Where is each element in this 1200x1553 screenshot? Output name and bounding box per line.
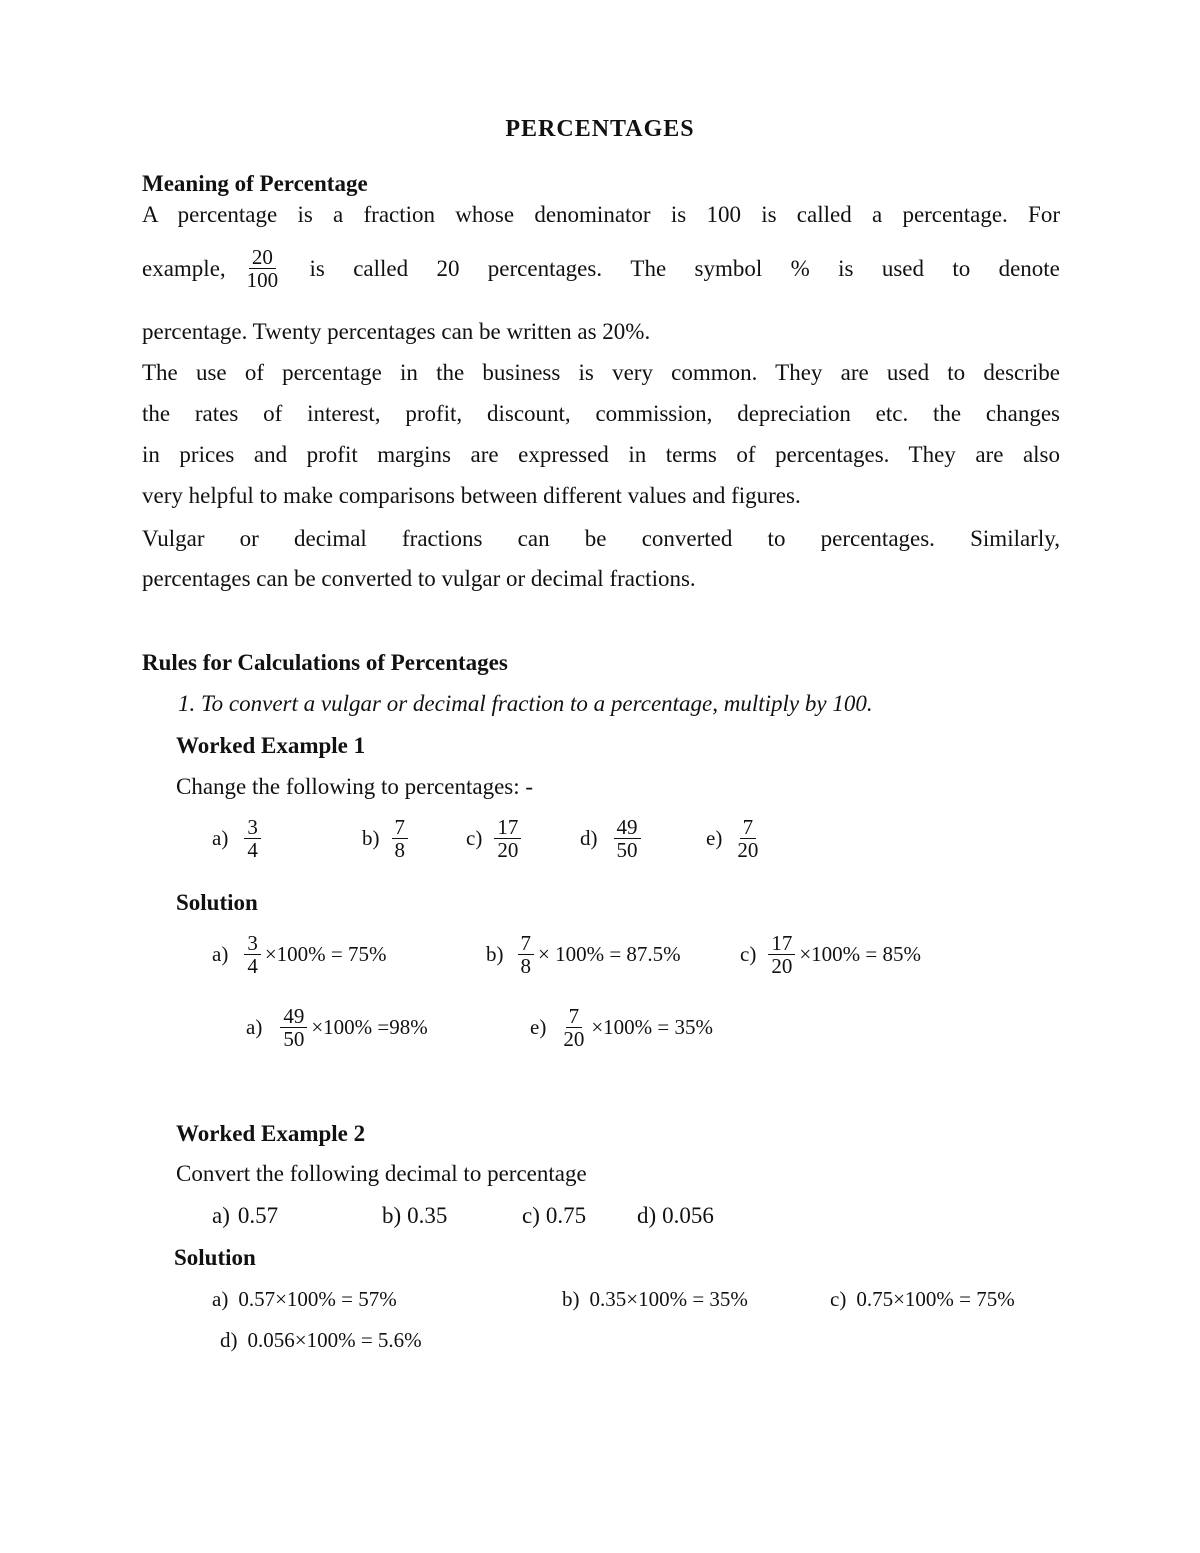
fraction-numerator: 17 <box>494 816 521 839</box>
rule-1: 1. To convert a vulgar or decimal fraction to a percentage, multiply by 100. <box>178 691 873 716</box>
example2-question-c <box>522 1204 586 1227</box>
solution-expression: ×100% =98% <box>311 1015 428 1040</box>
fraction-numerator: 7 <box>740 816 757 839</box>
question-label: b) <box>362 826 380 851</box>
example1-question-b <box>362 816 408 861</box>
solution-fraction <box>560 1005 587 1050</box>
example1-question-d <box>580 816 641 861</box>
question-label: c) <box>466 826 483 851</box>
rules-heading: Rules for Calculations of Percentages <box>142 650 508 675</box>
fraction-numerator: 49 <box>280 1005 307 1028</box>
meaning-line-2-word: is <box>838 256 854 282</box>
solution-label: c) <box>740 942 757 967</box>
solution-label: d) <box>220 1328 238 1352</box>
question-value: 0.57 <box>237 1203 279 1228</box>
meaning-line-2 <box>142 246 1060 291</box>
example1-prompt: Change the following to percentages: - <box>176 774 534 799</box>
example-fraction <box>244 246 282 291</box>
meaning-line-1: A percentage is a fraction whose denominator is 100 is called a percentage. For <box>142 202 1060 227</box>
meaning-line-2-word: percentages. <box>487 256 603 282</box>
question-label: a) <box>212 1203 230 1228</box>
solution-label: e) <box>530 1015 547 1040</box>
question-label: b) <box>382 1203 402 1228</box>
solution-fraction <box>280 1005 307 1050</box>
solution-label: a) <box>246 1015 263 1040</box>
para3-line: percentages can be converted to vulgar or decimal fractions. <box>142 566 696 591</box>
example2-solution-heading: Solution <box>174 1245 256 1270</box>
meaning-line-3: percentage. Twenty percentages can be written as 20%. <box>142 319 651 344</box>
question-fraction <box>494 816 521 861</box>
fraction-numerator: 3 <box>244 816 261 839</box>
solution-label: c) <box>830 1287 847 1311</box>
example2-question-a <box>212 1204 278 1227</box>
solution-expression: × 100% = 87.5% <box>538 942 681 967</box>
example1-solution-a <box>212 932 387 977</box>
fraction-numerator: 7 <box>392 816 409 839</box>
example2-prompt: Convert the following decimal to percentage <box>176 1161 587 1186</box>
fraction-numerator: 17 <box>768 932 795 955</box>
question-fraction <box>392 816 409 861</box>
para2-line: The use of percentage in the business is very common. They are used to describe <box>142 360 1060 385</box>
meaning-line-2-word: is <box>309 256 325 282</box>
fraction-denominator: 50 <box>616 838 638 863</box>
para2-line: the rates of interest, profit, discount, commission, depreciation etc. the changes <box>142 401 1060 426</box>
example2-solution-b <box>562 1287 748 1312</box>
meaning-line-2-word: % <box>790 256 810 282</box>
meaning-line-2-word: denote <box>998 256 1060 282</box>
meaning-line-2-word: called <box>353 256 409 282</box>
fraction-numerator: 49 <box>614 816 641 839</box>
meaning-line-2-word: 20 <box>436 256 460 282</box>
fraction-numerator: 20 <box>249 246 276 269</box>
example1-solution-heading: Solution <box>176 890 258 915</box>
question-label: d) <box>637 1203 657 1228</box>
solution-expression: ×100% = 35% <box>591 1015 714 1040</box>
question-label: c) <box>522 1203 540 1228</box>
example2-solution-d <box>220 1328 422 1353</box>
fraction-denominator: 20 <box>563 1027 585 1052</box>
example2-question-d <box>637 1204 714 1227</box>
fraction-denominator: 50 <box>283 1027 305 1052</box>
question-fraction <box>614 816 641 861</box>
question-fraction <box>244 816 261 861</box>
solution-label: a) <box>212 942 229 967</box>
example2-solution-c <box>830 1287 1015 1312</box>
solution-fraction <box>768 932 795 977</box>
fraction-denominator: 20 <box>497 838 519 863</box>
page-title: PERCENTAGES <box>505 116 695 142</box>
solution-label: b) <box>486 942 504 967</box>
meaning-line-2-word: to <box>952 256 971 282</box>
question-fraction <box>734 816 761 861</box>
fraction-numerator: 3 <box>244 932 261 955</box>
question-value: 0.056 <box>662 1203 714 1228</box>
fraction-numerator: 7 <box>566 1005 583 1028</box>
example1-heading: Worked Example 1 <box>176 733 366 758</box>
solution-label: b) <box>562 1287 580 1311</box>
solution-expression: 0.57×100% = 57% <box>238 1287 397 1311</box>
solution-expression: 0.35×100% = 35% <box>589 1287 748 1311</box>
fraction-denominator: 100 <box>246 268 279 293</box>
question-label: a) <box>212 826 229 851</box>
example1-question-e <box>706 816 761 861</box>
solution-fraction <box>518 932 535 977</box>
question-value: 0.75 <box>545 1203 587 1228</box>
para2-line: in prices and profit margins are expressed in terms of percentages. They are also <box>142 442 1060 467</box>
fraction-denominator: 8 <box>394 838 405 863</box>
example1-solution-b <box>486 932 681 977</box>
solution-expression: ×100% = 75% <box>264 942 387 967</box>
example1-question-a <box>212 816 261 861</box>
example2-solution-a <box>212 1287 397 1312</box>
para2-line: very helpful to make comparisons between different values and figures. <box>142 483 801 508</box>
example1-solution-e <box>530 1005 713 1050</box>
meaning-line-2-start: example, <box>142 256 226 282</box>
meaning-line-2-word: The <box>630 256 667 282</box>
meaning-line-2-word: used <box>881 256 924 282</box>
solution-label: a) <box>212 1287 229 1311</box>
fraction-numerator: 7 <box>518 932 535 955</box>
question-value: 0.35 <box>407 1203 448 1228</box>
example1-solution-d <box>246 1005 428 1050</box>
example2-question-b <box>382 1204 447 1227</box>
fraction-denominator: 4 <box>247 954 258 979</box>
solution-expression: 0.75×100% = 75% <box>856 1287 1015 1311</box>
fraction-denominator: 4 <box>247 838 258 863</box>
question-label: d) <box>580 826 598 851</box>
meaning-line-2-word: symbol <box>694 256 763 282</box>
fraction-denominator: 8 <box>520 954 531 979</box>
para3-line: Vulgar or decimal fractions can be converted to percentages. Similarly, <box>142 526 1060 551</box>
example1-solution-c <box>740 932 921 977</box>
question-label: e) <box>706 826 723 851</box>
solution-expression: 0.056×100% = 5.6% <box>247 1328 422 1352</box>
fraction-denominator: 20 <box>737 838 759 863</box>
solution-expression: ×100% = 85% <box>799 942 922 967</box>
fraction-denominator: 20 <box>771 954 793 979</box>
solution-fraction <box>244 932 261 977</box>
meaning-heading: Meaning of Percentage <box>142 171 368 196</box>
example1-question-c <box>466 816 521 861</box>
example2-heading: Worked Example 2 <box>176 1121 366 1146</box>
